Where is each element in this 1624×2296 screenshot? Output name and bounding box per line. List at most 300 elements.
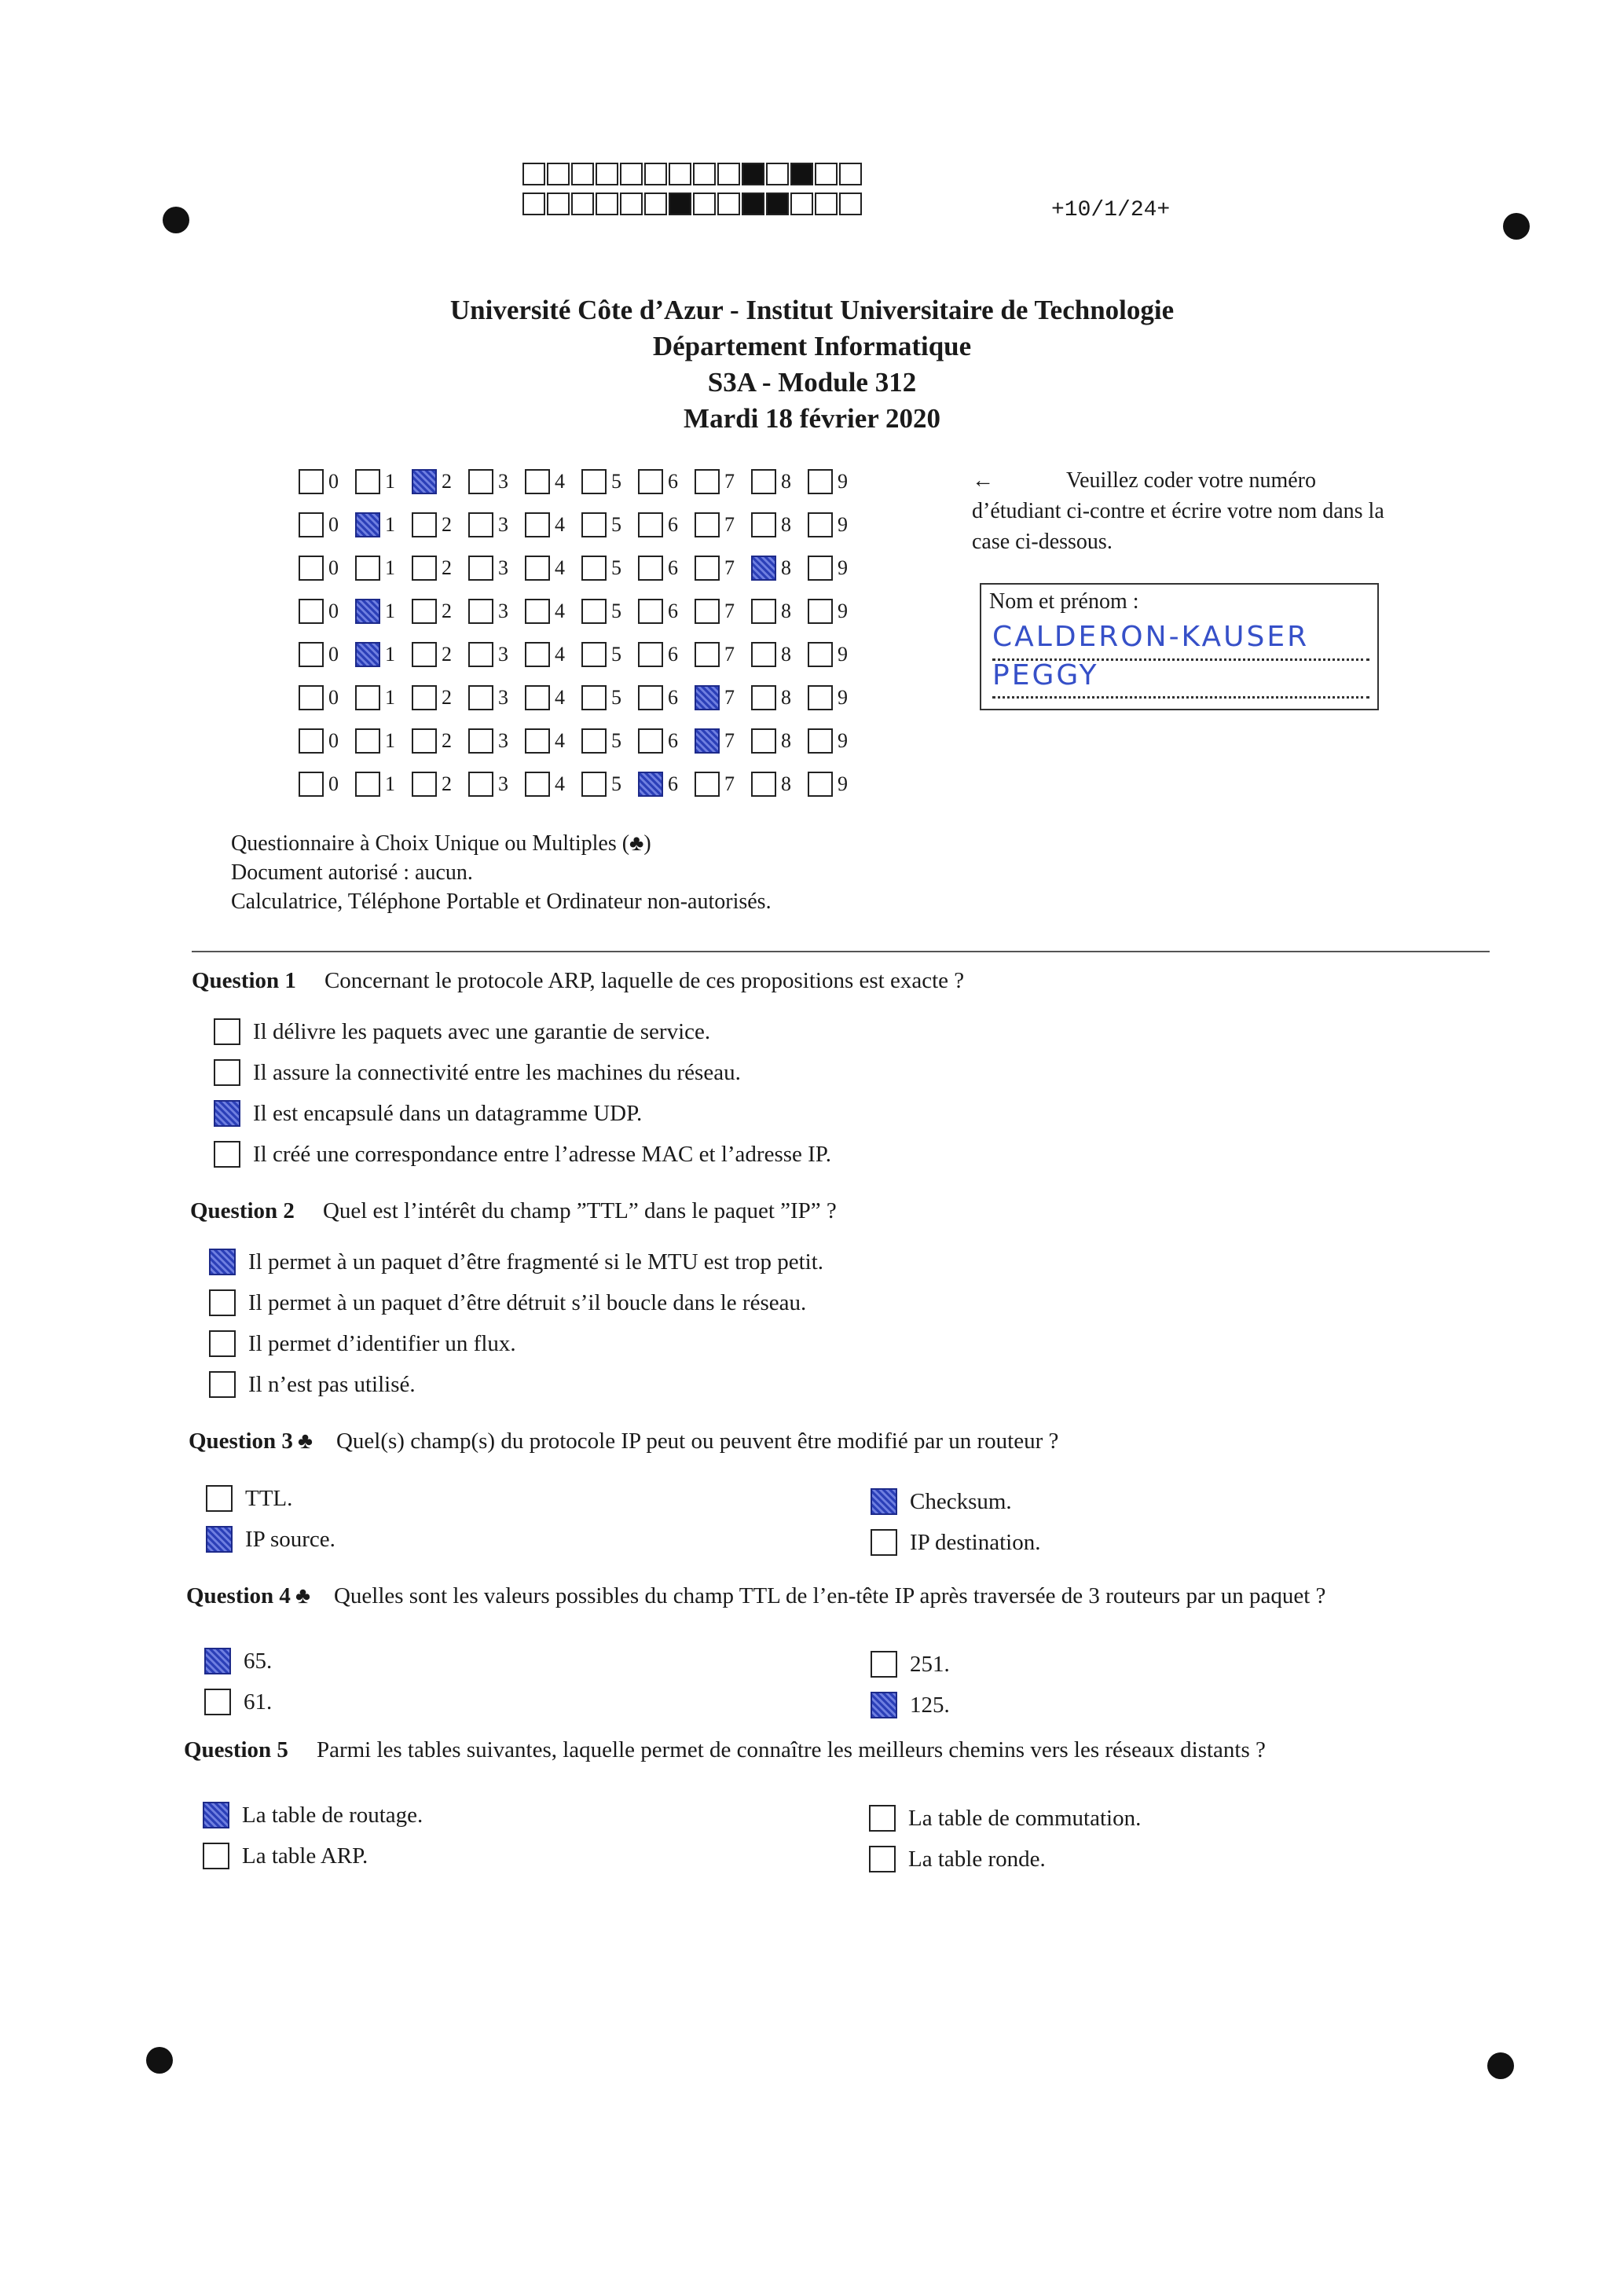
student-id-checkbox[interactable] bbox=[299, 556, 324, 581]
student-id-digit bbox=[355, 512, 412, 537]
student-id-digit bbox=[638, 599, 695, 624]
answer-checkbox[interactable] bbox=[209, 1371, 236, 1398]
student-id-checkbox[interactable] bbox=[412, 642, 437, 667]
student-id-checkbox[interactable] bbox=[355, 685, 380, 710]
student-id-checkbox[interactable] bbox=[808, 772, 833, 797]
student-id-digit-label: 6 bbox=[668, 512, 678, 536]
student-id-digit-label: 5 bbox=[611, 728, 621, 752]
student-id-digit bbox=[525, 556, 581, 581]
answer-option[interactable] bbox=[869, 1805, 1141, 1832]
question-text: Quel(s) champ(s) du protocole IP peut ou peuvent être modifié par un routeur ? bbox=[335, 1429, 1059, 1454]
student-id-checkbox[interactable] bbox=[299, 772, 324, 797]
student-id-digit bbox=[808, 556, 864, 581]
student-id-digit-label: 0 bbox=[328, 642, 339, 666]
student-id-digit bbox=[695, 512, 751, 537]
student-id-digit bbox=[638, 772, 695, 797]
answer-checkbox[interactable] bbox=[203, 1843, 229, 1869]
student-id-checkbox[interactable] bbox=[638, 469, 663, 494]
student-id-checkbox[interactable] bbox=[695, 469, 720, 494]
answer-option[interactable] bbox=[214, 1018, 710, 1045]
barcode-cell bbox=[644, 193, 667, 215]
student-id-digit-label: 3 bbox=[498, 685, 508, 709]
student-id-digit bbox=[638, 728, 695, 754]
student-id-checkbox[interactable] bbox=[299, 728, 324, 754]
student-id-digit-label: 9 bbox=[838, 728, 848, 752]
club-icon: ♣ bbox=[297, 1429, 313, 1454]
handwritten-last-name: CALDERON-KAUSER bbox=[992, 621, 1310, 653]
student-id-digit bbox=[525, 772, 581, 797]
student-id-digit bbox=[581, 512, 638, 537]
student-id-digit bbox=[525, 469, 581, 494]
answer-checkbox[interactable] bbox=[871, 1529, 897, 1556]
student-id-checkbox[interactable] bbox=[751, 642, 776, 667]
student-id-digit bbox=[638, 512, 695, 537]
registration-mark-top-right bbox=[1503, 213, 1530, 240]
student-id-checkbox[interactable] bbox=[468, 556, 493, 581]
answer-option[interactable] bbox=[871, 1529, 1040, 1556]
student-id-digit-label: 9 bbox=[838, 599, 848, 622]
student-id-digit-label: 7 bbox=[724, 685, 735, 709]
student-id-digit-label: 7 bbox=[724, 469, 735, 493]
student-id-checkbox[interactable] bbox=[525, 642, 550, 667]
student-id-checkbox[interactable] bbox=[468, 642, 493, 667]
question-label: Question 1 bbox=[192, 968, 296, 993]
student-id-digit bbox=[468, 469, 525, 494]
question-title bbox=[186, 1583, 1325, 1609]
student-id-checkbox[interactable] bbox=[751, 599, 776, 624]
student-id-digit-label: 3 bbox=[498, 772, 508, 795]
student-id-checkbox[interactable] bbox=[355, 642, 380, 667]
answer-checkbox[interactable] bbox=[203, 1802, 229, 1828]
student-id-digit bbox=[299, 469, 355, 494]
answer-checkbox[interactable] bbox=[214, 1141, 240, 1168]
note-documents: Document autorisé : aucun. bbox=[231, 860, 473, 885]
student-id-digit bbox=[695, 772, 751, 797]
student-id-digit bbox=[695, 728, 751, 754]
barcode-cell bbox=[669, 193, 691, 215]
student-id-checkbox[interactable] bbox=[525, 469, 550, 494]
student-id-digit-label: 7 bbox=[724, 642, 735, 666]
barcode-cell bbox=[596, 193, 618, 215]
answer-text: La table ronde. bbox=[908, 1846, 1046, 1872]
answer-option[interactable] bbox=[203, 1843, 368, 1869]
student-id-digit bbox=[525, 642, 581, 667]
question-label: Question 5 bbox=[184, 1737, 288, 1762]
student-id-digit-label: 2 bbox=[442, 728, 452, 752]
barcode-cell bbox=[669, 163, 691, 185]
student-id-checkbox[interactable] bbox=[695, 556, 720, 581]
student-id-digit-label: 2 bbox=[442, 512, 452, 536]
student-id-digit bbox=[525, 728, 581, 754]
student-id-checkbox[interactable] bbox=[695, 512, 720, 537]
answer-checkbox[interactable] bbox=[214, 1059, 240, 1086]
student-id-digit-label: 5 bbox=[611, 642, 621, 666]
student-id-checkbox[interactable] bbox=[695, 685, 720, 710]
answer-checkbox[interactable] bbox=[209, 1330, 236, 1357]
student-id-digit-label: 0 bbox=[328, 469, 339, 493]
student-id-digit bbox=[581, 599, 638, 624]
student-id-digit-label: 9 bbox=[838, 512, 848, 536]
question-text: Quel est l’intérêt du champ ”TTL” dans le paquet ”IP” ? bbox=[322, 1198, 837, 1223]
answer-checkbox[interactable] bbox=[206, 1526, 233, 1553]
student-id-digit-label: 2 bbox=[442, 642, 452, 666]
student-id-checkbox[interactable] bbox=[468, 512, 493, 537]
student-id-digit bbox=[299, 599, 355, 624]
student-id-checkbox[interactable] bbox=[751, 728, 776, 754]
student-id-checkbox[interactable] bbox=[808, 685, 833, 710]
student-id-checkbox[interactable] bbox=[299, 512, 324, 537]
answer-text: La table ARP. bbox=[242, 1843, 368, 1869]
question-title bbox=[190, 1198, 837, 1224]
answer-text: Il assure la connectivité entre les machines du réseau. bbox=[253, 1059, 741, 1085]
answer-checkbox[interactable] bbox=[209, 1249, 236, 1275]
answer-option[interactable] bbox=[871, 1692, 950, 1718]
student-id-checkbox[interactable] bbox=[638, 772, 663, 797]
club-icon: ♣ bbox=[295, 1583, 310, 1608]
barcode-row-2 bbox=[522, 193, 863, 215]
student-id-digit bbox=[695, 642, 751, 667]
student-id-digit bbox=[468, 728, 525, 754]
answer-text: Il permet d’identifier un flux. bbox=[248, 1330, 516, 1356]
student-id-checkbox[interactable] bbox=[299, 469, 324, 494]
student-id-digit bbox=[525, 599, 581, 624]
student-id-digit-label: 4 bbox=[555, 772, 565, 795]
student-id-checkbox[interactable] bbox=[412, 512, 437, 537]
student-id-row bbox=[299, 546, 864, 589]
answer-checkbox[interactable] bbox=[871, 1692, 897, 1718]
student-id-digit bbox=[751, 469, 808, 494]
student-id-checkbox[interactable] bbox=[412, 772, 437, 797]
student-id-digit-label: 8 bbox=[781, 642, 791, 666]
student-id-digit bbox=[638, 642, 695, 667]
answer-option[interactable] bbox=[204, 1648, 272, 1674]
student-id-checkbox[interactable] bbox=[525, 772, 550, 797]
student-id-digit bbox=[695, 469, 751, 494]
student-id-digit-label: 7 bbox=[724, 556, 735, 579]
student-id-digit bbox=[355, 556, 412, 581]
student-id-checkbox[interactable] bbox=[581, 728, 607, 754]
student-id-checkbox[interactable] bbox=[299, 599, 324, 624]
student-id-digit bbox=[808, 728, 864, 754]
student-id-digit-label: 9 bbox=[838, 642, 848, 666]
student-id-digit bbox=[808, 685, 864, 710]
student-id-checkbox[interactable] bbox=[581, 642, 607, 667]
barcode-cell bbox=[742, 163, 764, 185]
note-devices: Calculatrice, Téléphone Portable et Ordinateur non-autorisés. bbox=[231, 889, 772, 914]
registration-mark-bottom-left bbox=[146, 2047, 173, 2074]
answer-option[interactable] bbox=[209, 1289, 806, 1316]
answer-text: Il créé une correspondance entre l’adresse MAC et l’adresse IP. bbox=[253, 1141, 831, 1167]
barcode-cell bbox=[766, 193, 789, 215]
student-id-digit bbox=[355, 728, 412, 754]
student-id-digit-label: 1 bbox=[385, 469, 395, 493]
question-text: Parmi les tables suivantes, laquelle permet de connaître les meilleurs chemins vers les réseaux distants ? bbox=[316, 1737, 1266, 1762]
barcode-cell bbox=[547, 163, 570, 185]
student-id-digit-label: 1 bbox=[385, 599, 395, 622]
student-id-digit-label: 6 bbox=[668, 728, 678, 752]
student-id-checkbox[interactable] bbox=[638, 728, 663, 754]
student-id-digit bbox=[638, 685, 695, 710]
student-id-checkbox[interactable] bbox=[468, 685, 493, 710]
student-id-digit bbox=[468, 772, 525, 797]
student-id-checkbox[interactable] bbox=[355, 556, 380, 581]
student-id-row bbox=[299, 589, 864, 633]
answer-checkbox[interactable] bbox=[869, 1805, 896, 1832]
student-id-checkbox[interactable] bbox=[299, 685, 324, 710]
student-id-digit-label: 1 bbox=[385, 512, 395, 536]
answer-text: IP destination. bbox=[910, 1529, 1041, 1555]
registration-mark-top-left bbox=[163, 207, 189, 233]
answer-checkbox[interactable] bbox=[204, 1689, 231, 1715]
student-id-digit-label: 3 bbox=[498, 469, 508, 493]
barcode-cell bbox=[717, 163, 740, 185]
student-id-digit-label: 8 bbox=[781, 512, 791, 536]
student-id-checkbox[interactable] bbox=[581, 556, 607, 581]
student-id-digit bbox=[299, 728, 355, 754]
student-id-digit bbox=[695, 599, 751, 624]
student-id-digit-label: 6 bbox=[668, 469, 678, 493]
barcode-cell bbox=[790, 163, 813, 185]
answer-option[interactable] bbox=[214, 1100, 642, 1127]
student-id-digit bbox=[355, 642, 412, 667]
barcode-cell bbox=[620, 163, 643, 185]
student-id-checkbox[interactable] bbox=[808, 469, 833, 494]
student-id-checkbox[interactable] bbox=[581, 512, 607, 537]
student-id-digit-label: 6 bbox=[668, 556, 678, 579]
student-id-digit bbox=[808, 772, 864, 797]
student-id-digit-label: 6 bbox=[668, 772, 678, 795]
barcode-cell bbox=[839, 193, 862, 215]
student-id-checkbox[interactable] bbox=[525, 599, 550, 624]
student-id-checkbox[interactable] bbox=[581, 685, 607, 710]
student-id-digit bbox=[581, 642, 638, 667]
student-id-digit bbox=[355, 772, 412, 797]
student-id-checkbox[interactable] bbox=[808, 512, 833, 537]
barcode-cell bbox=[839, 163, 862, 185]
barcode-cell bbox=[717, 193, 740, 215]
student-id-digit-label: 4 bbox=[555, 642, 565, 666]
student-id-row bbox=[299, 719, 864, 762]
student-id-digit-label: 4 bbox=[555, 512, 565, 536]
student-id-digit-label: 0 bbox=[328, 599, 339, 622]
student-id-checkbox[interactable] bbox=[581, 599, 607, 624]
barcode-cell bbox=[815, 193, 838, 215]
header-date: Mardi 18 février 2020 bbox=[684, 403, 940, 434]
answer-option[interactable] bbox=[214, 1141, 831, 1168]
student-id-checkbox[interactable] bbox=[751, 685, 776, 710]
student-id-checkbox[interactable] bbox=[751, 556, 776, 581]
barcode-cell bbox=[571, 163, 594, 185]
student-id-checkbox[interactable] bbox=[412, 728, 437, 754]
answer-text: 251. bbox=[910, 1651, 950, 1677]
student-id-checkbox[interactable] bbox=[355, 512, 380, 537]
student-id-checkbox[interactable] bbox=[638, 556, 663, 581]
student-id-checkbox[interactable] bbox=[355, 728, 380, 754]
student-id-digit bbox=[412, 642, 468, 667]
student-id-digit-label: 3 bbox=[498, 599, 508, 622]
answer-checkbox[interactable] bbox=[209, 1289, 236, 1316]
student-id-checkbox[interactable] bbox=[581, 469, 607, 494]
student-id-checkbox[interactable] bbox=[355, 772, 380, 797]
student-id-digit-label: 3 bbox=[498, 642, 508, 666]
student-id-checkbox[interactable] bbox=[638, 685, 663, 710]
student-id-checkbox[interactable] bbox=[808, 728, 833, 754]
student-id-checkbox[interactable] bbox=[525, 728, 550, 754]
barcode-cell bbox=[790, 193, 813, 215]
student-id-checkbox[interactable] bbox=[638, 512, 663, 537]
question-title bbox=[184, 1737, 1266, 1763]
student-id-digit bbox=[299, 556, 355, 581]
student-id-digit bbox=[299, 642, 355, 667]
student-id-digit bbox=[638, 469, 695, 494]
student-id-checkbox[interactable] bbox=[299, 642, 324, 667]
student-id-checkbox[interactable] bbox=[751, 772, 776, 797]
student-id-checkbox[interactable] bbox=[808, 599, 833, 624]
student-id-checkbox[interactable] bbox=[638, 642, 663, 667]
answer-option[interactable] bbox=[206, 1485, 292, 1512]
student-id-checkbox[interactable] bbox=[581, 772, 607, 797]
student-id-digit-label: 1 bbox=[385, 728, 395, 752]
name-box[interactable] bbox=[980, 583, 1379, 710]
student-id-digit-label: 2 bbox=[442, 556, 452, 579]
answer-text: Il est encapsulé dans un datagramme UDP. bbox=[253, 1100, 643, 1126]
student-id-digit bbox=[412, 469, 468, 494]
student-id-checkbox[interactable] bbox=[468, 772, 493, 797]
student-id-digit bbox=[695, 685, 751, 710]
student-id-checkbox[interactable] bbox=[751, 512, 776, 537]
answer-checkbox[interactable] bbox=[871, 1488, 897, 1515]
student-id-checkbox[interactable] bbox=[695, 599, 720, 624]
student-id-digit bbox=[751, 512, 808, 537]
answer-checkbox[interactable] bbox=[204, 1648, 231, 1674]
student-id-digit-label: 7 bbox=[724, 728, 735, 752]
student-id-digit-label: 3 bbox=[498, 512, 508, 536]
student-id-grid bbox=[299, 460, 864, 805]
student-id-digit bbox=[468, 642, 525, 667]
student-id-digit-label: 2 bbox=[442, 685, 452, 709]
student-id-checkbox[interactable] bbox=[468, 469, 493, 494]
answer-checkbox[interactable] bbox=[869, 1846, 896, 1872]
note-format: Questionnaire à Choix Unique ou Multiples (♣) bbox=[231, 831, 651, 856]
student-id-digit bbox=[808, 512, 864, 537]
answer-option[interactable] bbox=[209, 1330, 516, 1357]
answer-checkbox[interactable] bbox=[871, 1651, 897, 1678]
student-id-checkbox[interactable] bbox=[468, 599, 493, 624]
student-id-digit bbox=[525, 685, 581, 710]
student-id-checkbox[interactable] bbox=[412, 685, 437, 710]
answer-text: Il n’est pas utilisé. bbox=[248, 1371, 416, 1397]
student-id-digit-label: 0 bbox=[328, 772, 339, 795]
student-id-digit-label: 9 bbox=[838, 685, 848, 709]
question-label: Question 3 bbox=[189, 1429, 293, 1454]
student-id-checkbox[interactable] bbox=[468, 728, 493, 754]
student-id-digit-label: 6 bbox=[668, 642, 678, 666]
student-id-digit-label: 6 bbox=[668, 599, 678, 622]
registration-mark-bottom-right bbox=[1487, 2052, 1514, 2079]
student-id-checkbox[interactable] bbox=[355, 599, 380, 624]
id-instructions bbox=[972, 465, 1396, 557]
student-id-digit-label: 4 bbox=[555, 685, 565, 709]
answer-option[interactable] bbox=[869, 1846, 1046, 1872]
exam-notes bbox=[231, 829, 772, 916]
answer-option[interactable] bbox=[214, 1059, 741, 1086]
student-id-digit bbox=[299, 685, 355, 710]
student-id-checkbox[interactable] bbox=[695, 728, 720, 754]
student-id-checkbox[interactable] bbox=[751, 469, 776, 494]
student-id-digit-label: 1 bbox=[385, 556, 395, 579]
student-id-digit-label: 9 bbox=[838, 772, 848, 795]
student-id-checkbox[interactable] bbox=[412, 556, 437, 581]
student-id-digit-label: 1 bbox=[385, 685, 395, 709]
student-id-digit-label: 8 bbox=[781, 599, 791, 622]
answer-option[interactable] bbox=[209, 1371, 416, 1398]
barcode-cell bbox=[522, 193, 545, 215]
student-id-checkbox[interactable] bbox=[525, 512, 550, 537]
student-id-digit bbox=[299, 512, 355, 537]
student-id-row bbox=[299, 503, 864, 546]
student-id-digit bbox=[808, 642, 864, 667]
answer-text: Il délivre les paquets avec une garantie de service. bbox=[253, 1018, 711, 1044]
answer-option[interactable] bbox=[209, 1249, 823, 1275]
answer-option[interactable] bbox=[871, 1651, 950, 1678]
student-id-digit bbox=[581, 728, 638, 754]
barcode-row-1 bbox=[522, 163, 863, 185]
student-id-digit-label: 5 bbox=[611, 556, 621, 579]
student-id-checkbox[interactable] bbox=[525, 685, 550, 710]
student-id-checkbox[interactable] bbox=[355, 469, 380, 494]
student-id-row bbox=[299, 633, 864, 676]
student-id-checkbox[interactable] bbox=[412, 469, 437, 494]
handwritten-first-name: PEGGY bbox=[992, 659, 1099, 691]
answer-checkbox[interactable] bbox=[214, 1018, 240, 1045]
student-id-checkbox[interactable] bbox=[638, 599, 663, 624]
answer-option[interactable] bbox=[203, 1802, 423, 1828]
student-id-digit bbox=[412, 599, 468, 624]
student-id-checkbox[interactable] bbox=[808, 642, 833, 667]
answer-text: 61. bbox=[244, 1689, 273, 1715]
student-id-checkbox[interactable] bbox=[695, 772, 720, 797]
answer-checkbox[interactable] bbox=[206, 1485, 233, 1512]
student-id-digit bbox=[468, 599, 525, 624]
student-id-digit-label: 2 bbox=[442, 599, 452, 622]
student-id-digit-label: 6 bbox=[668, 685, 678, 709]
question-label: Question 2 bbox=[190, 1198, 295, 1223]
student-id-checkbox[interactable] bbox=[525, 556, 550, 581]
student-id-digit-label: 9 bbox=[838, 556, 848, 579]
question-title bbox=[189, 1429, 1058, 1454]
student-id-checkbox[interactable] bbox=[412, 599, 437, 624]
student-id-digit-label: 4 bbox=[555, 728, 565, 752]
answer-checkbox[interactable] bbox=[214, 1100, 240, 1127]
barcode-cell bbox=[815, 163, 838, 185]
answer-option[interactable] bbox=[206, 1526, 335, 1553]
student-id-digit-label: 5 bbox=[611, 512, 621, 536]
answer-text: La table de commutation. bbox=[908, 1805, 1142, 1831]
answer-text: Il permet à un paquet d’être fragmenté si le MTU est trop petit. bbox=[248, 1249, 823, 1275]
student-id-digit-label: 3 bbox=[498, 556, 508, 579]
question-text: Quelles sont les valeurs possibles du champ TTL de l’en-tête IP après traversée de 3 routeurs par un paquet ? bbox=[333, 1583, 1326, 1608]
student-id-digit bbox=[695, 556, 751, 581]
student-id-digit-label: 0 bbox=[328, 556, 339, 579]
student-id-digit bbox=[808, 599, 864, 624]
answer-text: Il permet à un paquet d’être détruit s’il boucle dans le réseau. bbox=[248, 1289, 807, 1315]
answer-option[interactable] bbox=[871, 1488, 1012, 1515]
student-id-checkbox[interactable] bbox=[808, 556, 833, 581]
student-id-digit-label: 5 bbox=[611, 469, 621, 493]
student-id-checkbox[interactable] bbox=[695, 642, 720, 667]
answer-option[interactable] bbox=[204, 1689, 272, 1715]
answer-text: Checksum. bbox=[910, 1488, 1012, 1514]
